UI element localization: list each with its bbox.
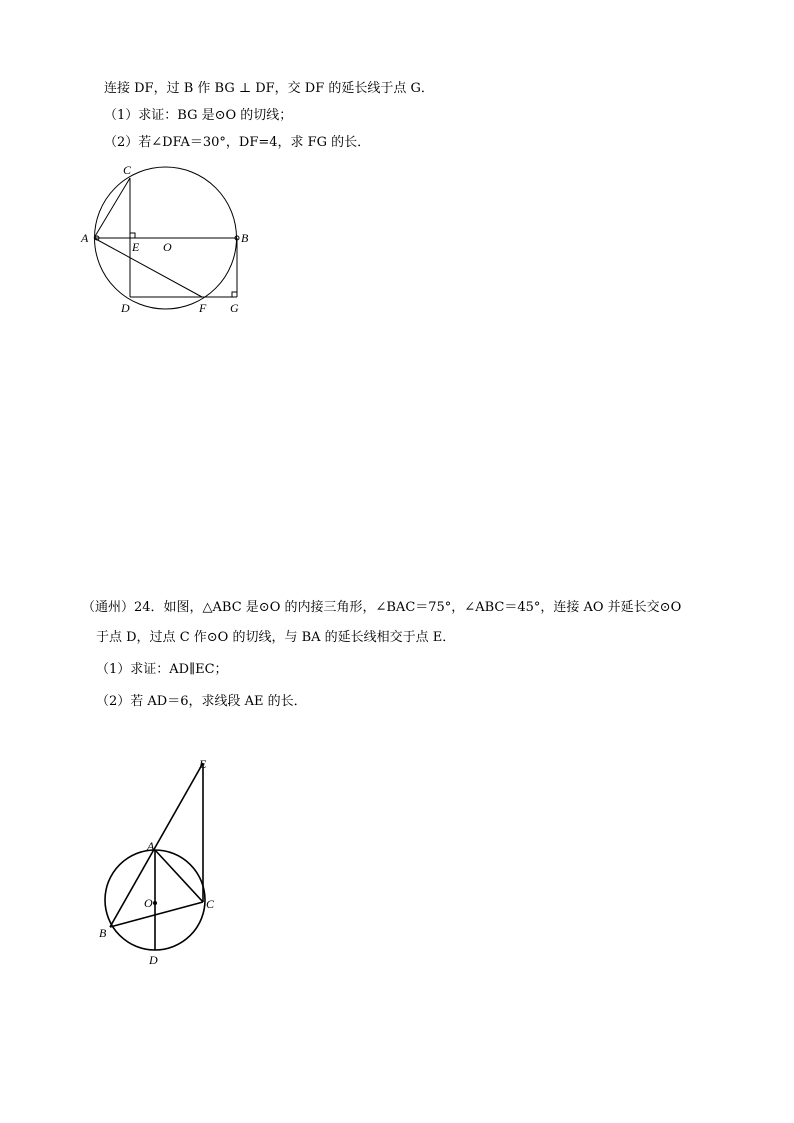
point-o <box>153 901 157 905</box>
problem2-line1: （通州）24．如图，△ABC 是⊙O 的内接三角形，∠BAC＝75°，∠ABC＝45°，连接 AO 并延长交⊙O <box>82 600 682 615</box>
problem2-part2: （2）若 AD＝6，求线段 AE 的长． <box>96 694 307 709</box>
label-b: B <box>241 231 249 245</box>
problem1-figure <box>70 155 270 325</box>
chord-ac <box>94 178 130 238</box>
label-c: C <box>123 163 132 177</box>
problem2-part1: （1）求证：AD∥EC； <box>96 662 228 677</box>
label-f: F <box>199 301 207 315</box>
label-o: O <box>163 240 172 254</box>
label-a: A <box>81 231 89 245</box>
problem2-figure <box>90 752 230 972</box>
label-e: E <box>132 240 140 254</box>
label-a: A <box>147 839 155 853</box>
problem1-intro: 连接 DF，过 B 作 BG ⊥ DF，交 DF 的延长线于点 G． <box>104 81 434 96</box>
problem1-part1: （1）求证：BG 是⊙O 的切线； <box>104 108 293 123</box>
segment-bc <box>110 902 203 927</box>
label-b: B <box>99 926 107 940</box>
problem1-part2: （2）若∠DFA＝30°，DF=4，求 FG 的长． <box>104 135 371 150</box>
label-g: G <box>230 301 239 315</box>
segment-ac <box>155 850 203 902</box>
problem2-line2: 于点 D，过点 C 作⊙O 的切线，与 BA 的延长线相交于点 E． <box>96 630 456 645</box>
right-angle-g <box>232 292 237 297</box>
label-d: D <box>149 953 158 967</box>
label-e: E <box>199 757 207 771</box>
right-angle-e <box>130 233 135 238</box>
segment-af <box>94 238 202 297</box>
label-c: C <box>206 897 215 911</box>
label-o: O <box>144 896 153 910</box>
label-d: D <box>121 301 130 315</box>
